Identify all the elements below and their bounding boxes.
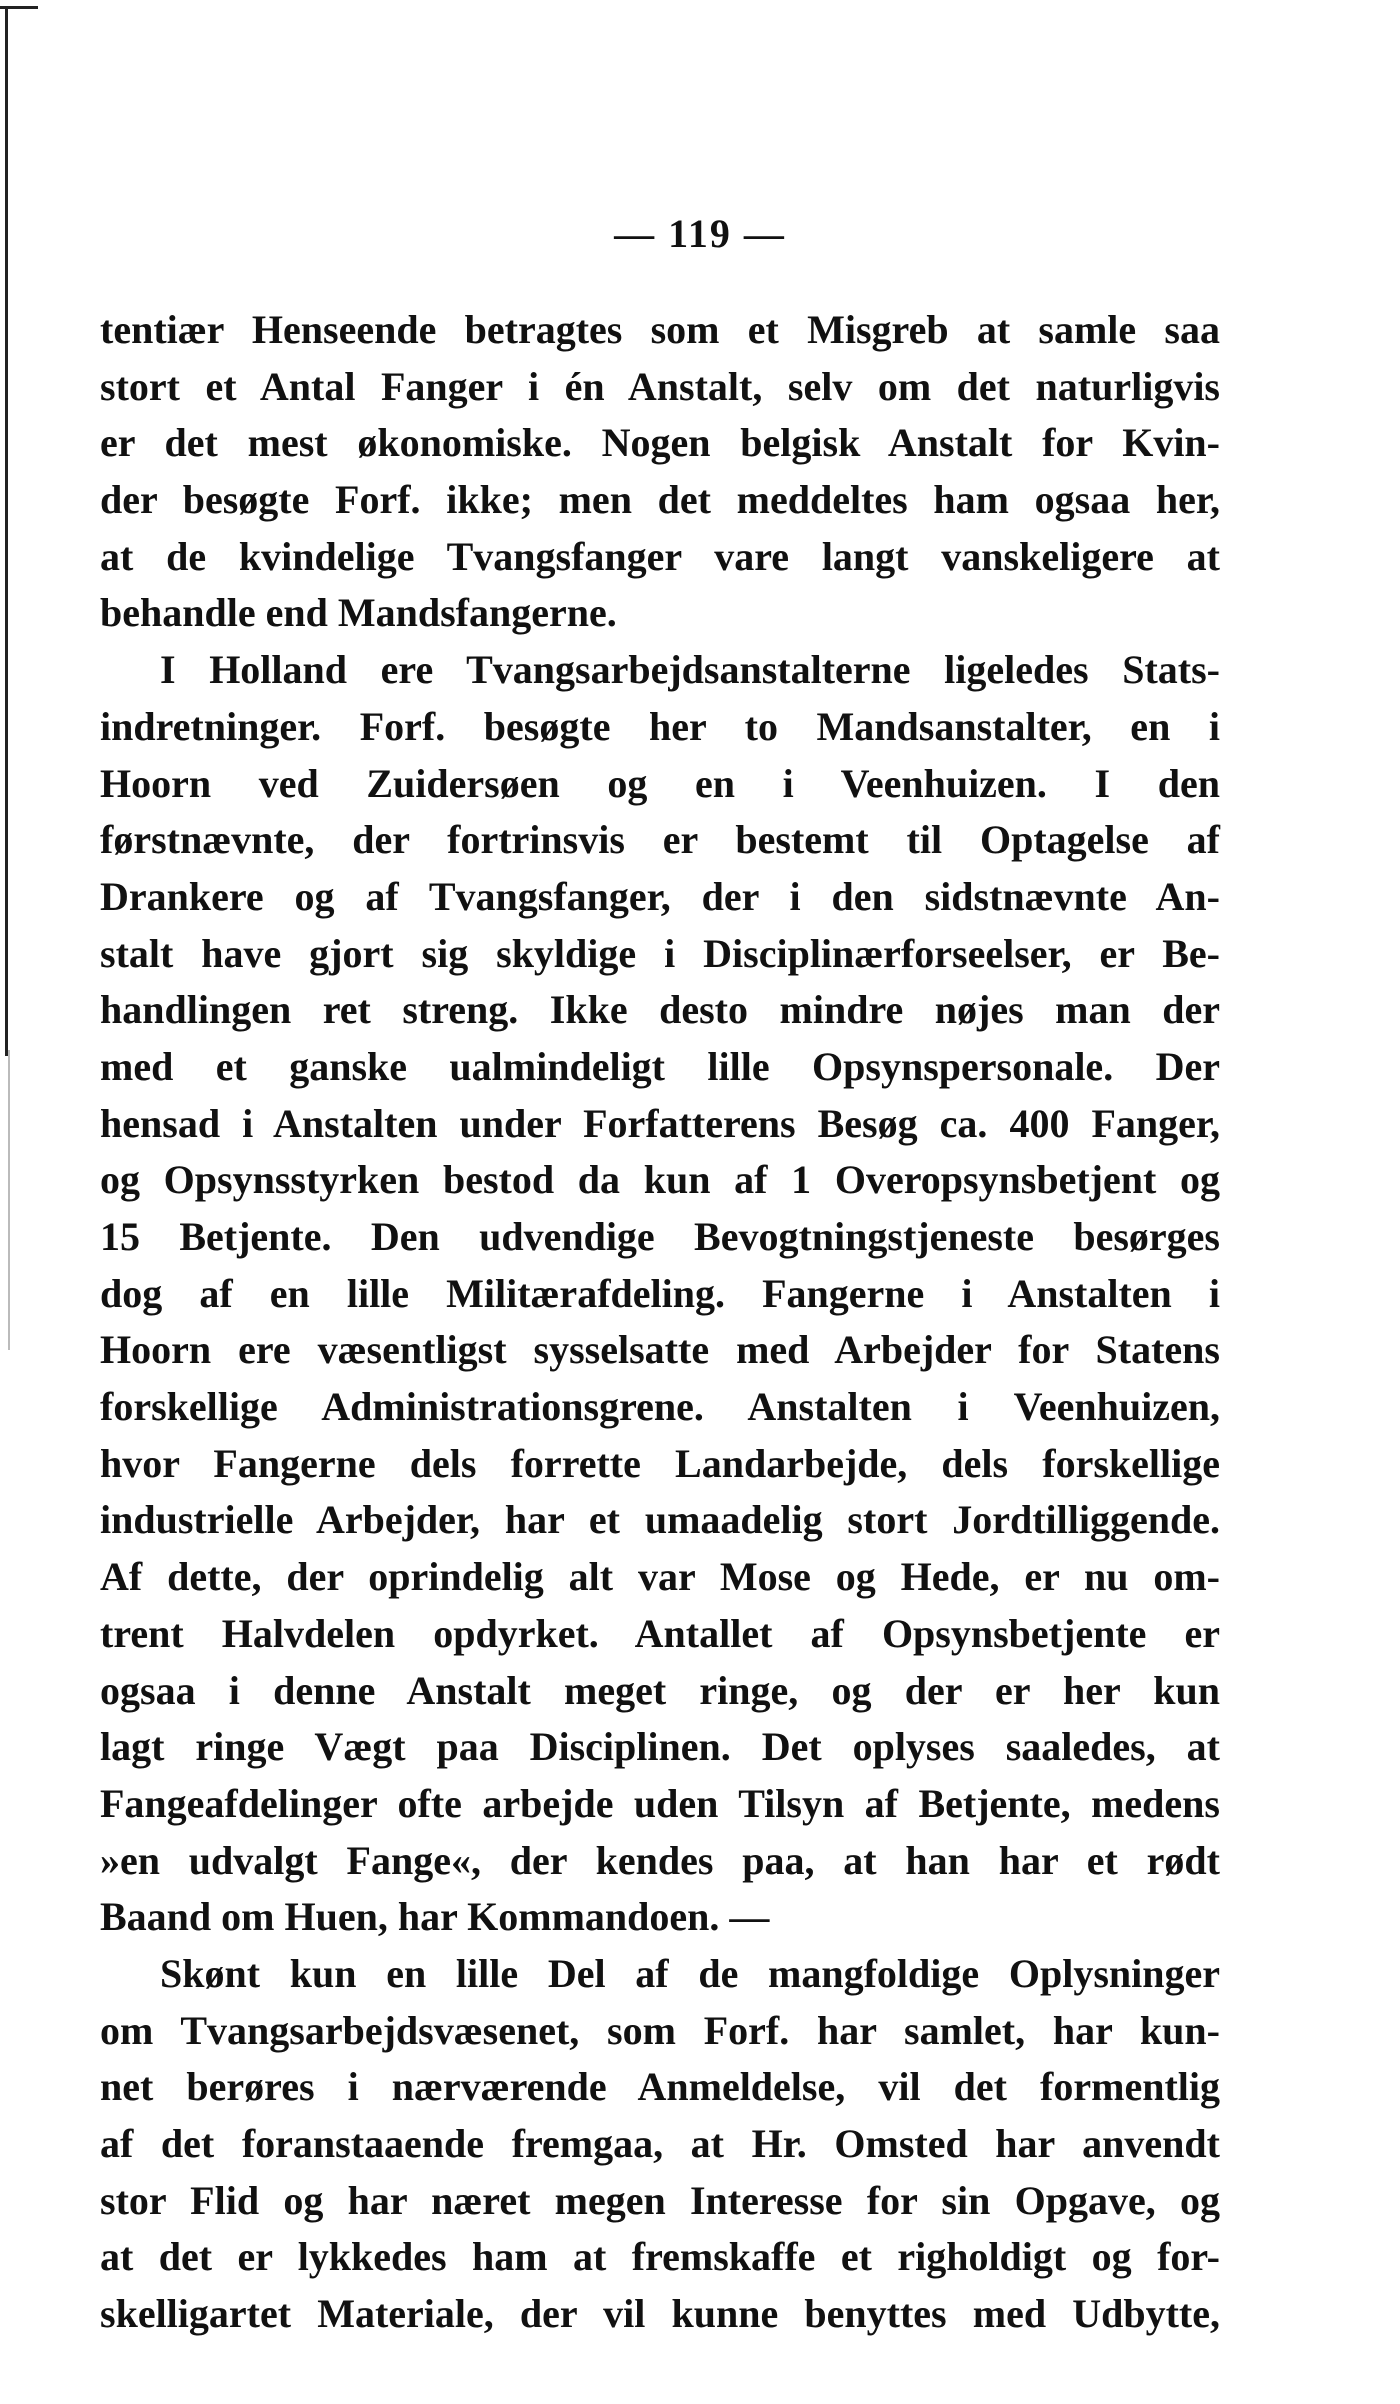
text-line: Baand om Huen, har Kommandoen. — (100, 1894, 770, 1940)
text-line: om Tvangsarbejdsvæsenet, som Forf. har samlet, har kun- (100, 2007, 1220, 2053)
scan-border-left (5, 6, 8, 1056)
text-line: er det mest økonomiske. Nogen belgisk Anstalt for Kvin- (100, 420, 1220, 466)
text-line: Fangeafdelinger ofte arbejde uden Tilsyn af Betjente, medens (100, 1780, 1220, 1826)
text-line: net berøres i nærværende Anmeldelse, vil det formentlig (100, 2064, 1220, 2110)
text-line: tentiær Henseende betragtes som et Misgreb at samle saa (100, 307, 1220, 352)
text-line: med et ganske ualmindeligt lille Opsynspersonale. Der (100, 1043, 1220, 1089)
text-line: stort et Antal Fanger i én Anstalt, selv om det naturligvis (100, 363, 1220, 409)
text-line: hensad i Anstalten under Forfatterens Besøg ca. 400 Fanger, (100, 1100, 1220, 1146)
text-line: Skønt kun en lille Del af de mangfoldige Oplysninger (160, 1950, 1220, 1996)
text-line: stor Flid og har næret megen Interesse for sin Opgave, og (100, 2177, 1220, 2223)
scan-border-left-faint (8, 1050, 10, 1350)
text-line: førstnævnte, der fortrinsvis er bestemt til Optagelse af (100, 817, 1220, 863)
text-line: 15 Betjente. Den udvendige Bevogtningstjeneste besørges (100, 1214, 1220, 1259)
text-line: Af dette, der oprindelig alt var Mose og Hede, er nu om- (100, 1554, 1220, 1600)
text-line: industrielle Arbejder, har et umaadelig stort Jordtilliggende. (100, 1497, 1220, 1543)
body-text (100, 302, 1220, 2343)
text-line: handlingen ret streng. Ikke desto mindre nøjes man der (100, 987, 1220, 1033)
text-line: behandle end Mandsfangerne. (100, 590, 617, 636)
page-number: — 119 — (614, 211, 786, 256)
text-line: indretninger. Forf. besøgte her to Mandsanstalter, en i (100, 703, 1220, 749)
text-line: »en udvalgt Fange«, der kendes paa, at han har et rødt (100, 1837, 1220, 1883)
text-line: at de kvindelige Tvangsfanger vare langt vanskeligere at (100, 533, 1220, 579)
text-line: Drankere og af Tvangsfanger, der i den sidstnævnte An- (100, 873, 1220, 919)
text-line: Hoorn ere væsentligst sysselsatte med Arbejder for Statens (100, 1327, 1220, 1373)
text-line: og Opsynsstyrken bestod da kun af 1 Overopsynsbetjent og (100, 1157, 1220, 1203)
text-line: hvor Fangerne dels forrette Landarbejde, dels forskellige (100, 1440, 1220, 1486)
text-line: skelligartet Materiale, der vil kunne benyttes med Udbytte, (100, 2291, 1220, 2337)
text-line: lagt ringe Vægt paa Disciplinen. Det oplyses saaledes, at (100, 1724, 1220, 1770)
text-line: dog af en lille Militærafdeling. Fangerne i Anstalten i (100, 1270, 1220, 1316)
text-line: trent Halvdelen opdyrket. Antallet af Opsynsbetjente er (100, 1610, 1220, 1656)
text-line: af det foranstaaende fremgaa, at Hr. Omsted har anvendt (100, 2121, 1220, 2166)
text-line: I Holland ere Tvangsarbejdsanstalterne ligeledes Stats- (160, 647, 1220, 693)
text-line: der besøgte Forf. ikke; men det meddeltes ham ogsaa her, (100, 477, 1220, 523)
text-line: forskellige Administrationsgrene. Anstalten i Veenhuizen, (100, 1384, 1220, 1430)
text-line: at det er lykkedes ham at fremskaffe et righoldigt og for- (100, 2234, 1220, 2280)
text-line: stalt have gjort sig skyldige i Disciplinærforseelser, er Be- (100, 930, 1220, 976)
text-line: ogsaa i denne Anstalt meget ringe, og der er her kun (100, 1667, 1220, 1713)
text-line: Hoorn ved Zuidersøen og en i Veenhuizen. I den (100, 760, 1220, 806)
